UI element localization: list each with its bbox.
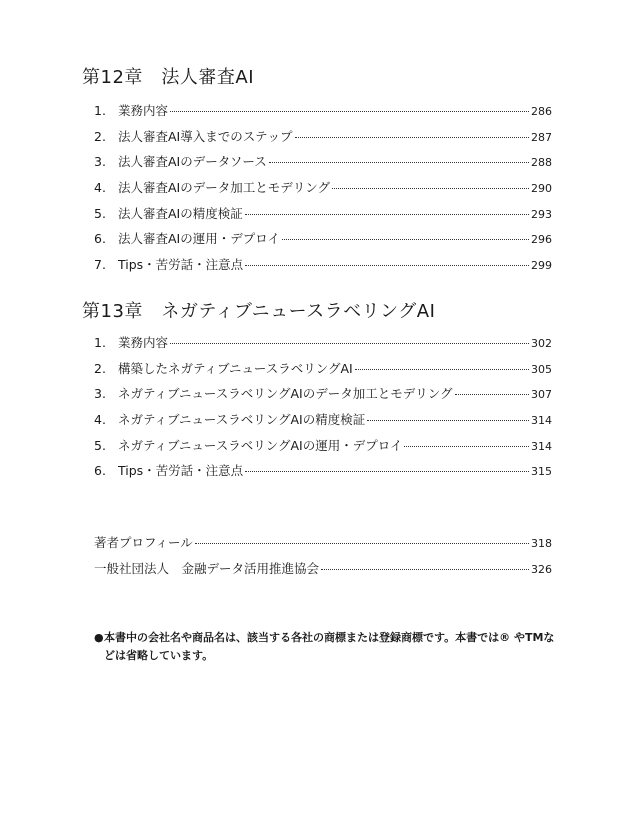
toc-label: ネガティブニュースラベリングAIの運用・デプロイ: [118, 437, 403, 453]
dot-leader: [170, 343, 529, 344]
toc-number: 6.: [94, 463, 106, 479]
trademark-note: [94, 629, 564, 665]
toc-entry[interactable]: [94, 333, 552, 359]
toc-page-number: 305: [531, 362, 552, 376]
toc-entry-association[interactable]: [94, 559, 552, 585]
toc-entry[interactable]: [94, 461, 552, 487]
dot-leader: [455, 394, 530, 395]
toc-page-number: 286: [531, 105, 552, 118]
toc-number: 2.: [94, 360, 106, 376]
toc-label: 法人審査AIの精度検証: [118, 205, 243, 221]
toc-page-number: 296: [531, 233, 552, 247]
toc-number: 5.: [94, 205, 106, 221]
toc-label: 法人審査AIのデータ加工とモデリング: [118, 180, 330, 196]
toc-page-number: 307: [531, 388, 552, 402]
back-matter-toc: [94, 533, 552, 584]
toc-page-number: 287: [531, 130, 552, 144]
toc-entry[interactable]: [94, 127, 552, 153]
dot-leader: [170, 111, 529, 112]
dot-leader: [295, 137, 530, 138]
toc-label: 一般社団法人 金融データ活用推進協会: [94, 560, 320, 576]
dot-leader: [245, 265, 529, 266]
toc-number: 4.: [94, 412, 106, 428]
toc-number: 3.: [94, 386, 106, 402]
toc-entry[interactable]: [94, 178, 552, 204]
toc-entry[interactable]: [94, 384, 552, 410]
toc-page-number: 326: [531, 562, 552, 576]
toc-label: ネガティブニュースラベリングAIの精度検証: [118, 412, 366, 428]
trademark-note-text: 本書中の会社名や商品名は、該当する各社の商標または登録商標です。本書では® やTMなどは省略しています。: [104, 631, 555, 662]
toc-number: 6.: [94, 231, 106, 247]
toc-page-number: 314: [531, 439, 552, 453]
toc-page-number: 314: [531, 414, 552, 428]
toc-number: 5.: [94, 437, 106, 453]
toc-label: 著者プロフィール: [94, 535, 193, 550]
toc-label: Tips・苦労話・注意点: [118, 257, 244, 273]
toc-number: 2.: [94, 128, 106, 144]
toc-number: 7.: [94, 257, 106, 273]
toc-label: 法人審査AIのデータソース: [118, 154, 267, 170]
toc-entry[interactable]: [94, 436, 552, 462]
toc-number: 4.: [94, 180, 106, 196]
toc-page-number: 293: [531, 207, 552, 221]
dot-leader: [332, 188, 529, 189]
toc-page-number: 315: [531, 465, 552, 479]
toc-page-number: 318: [531, 537, 552, 550]
toc-entry[interactable]: [94, 359, 552, 385]
dot-leader: [404, 446, 529, 447]
toc-label: 法人審査AI導入までのステップ: [118, 128, 293, 144]
toc-entry[interactable]: [94, 229, 552, 255]
toc-label: 業務内容: [118, 103, 169, 118]
chapter-12-toc: [94, 101, 552, 281]
toc-entry-author-profile[interactable]: [94, 533, 552, 559]
dot-leader: [355, 369, 529, 370]
dot-leader: [367, 420, 529, 421]
toc-label: 構築したネガティブニュースラベリングAI: [118, 360, 353, 376]
toc-page-number: 299: [531, 259, 552, 273]
chapter-12-title: 第12章 法人審査AI: [82, 67, 255, 88]
toc-entry[interactable]: [94, 101, 552, 127]
toc-label: Tips・苦労話・注意点: [118, 463, 244, 479]
chapter-13-title: 第13章 ネガティブニュースラベリングAI: [82, 301, 436, 322]
toc-entry[interactable]: [94, 255, 552, 281]
toc-entry[interactable]: [94, 410, 552, 436]
toc-entry[interactable]: [94, 204, 552, 230]
toc-page-number: 288: [531, 156, 552, 170]
toc-number: 1.: [94, 103, 106, 118]
toc-label: 業務内容: [118, 335, 169, 350]
toc-page-number: 302: [531, 337, 552, 350]
chapter-13-toc: [94, 333, 552, 487]
toc-entry[interactable]: [94, 152, 552, 178]
toc-label: 法人審査AIの運用・デプロイ: [118, 231, 280, 247]
dot-leader: [195, 543, 529, 544]
dot-leader: [321, 569, 529, 570]
toc-label: ネガティブニュースラベリングAIのデータ加工とモデリング: [118, 386, 453, 402]
bullet-icon: ●: [94, 631, 104, 644]
toc-number: 3.: [94, 154, 106, 170]
toc-page-number: 290: [531, 182, 552, 196]
toc-number: 1.: [94, 335, 106, 350]
dot-leader: [245, 471, 529, 472]
dot-leader: [245, 214, 529, 215]
dot-leader: [282, 239, 529, 240]
dot-leader: [269, 162, 529, 163]
